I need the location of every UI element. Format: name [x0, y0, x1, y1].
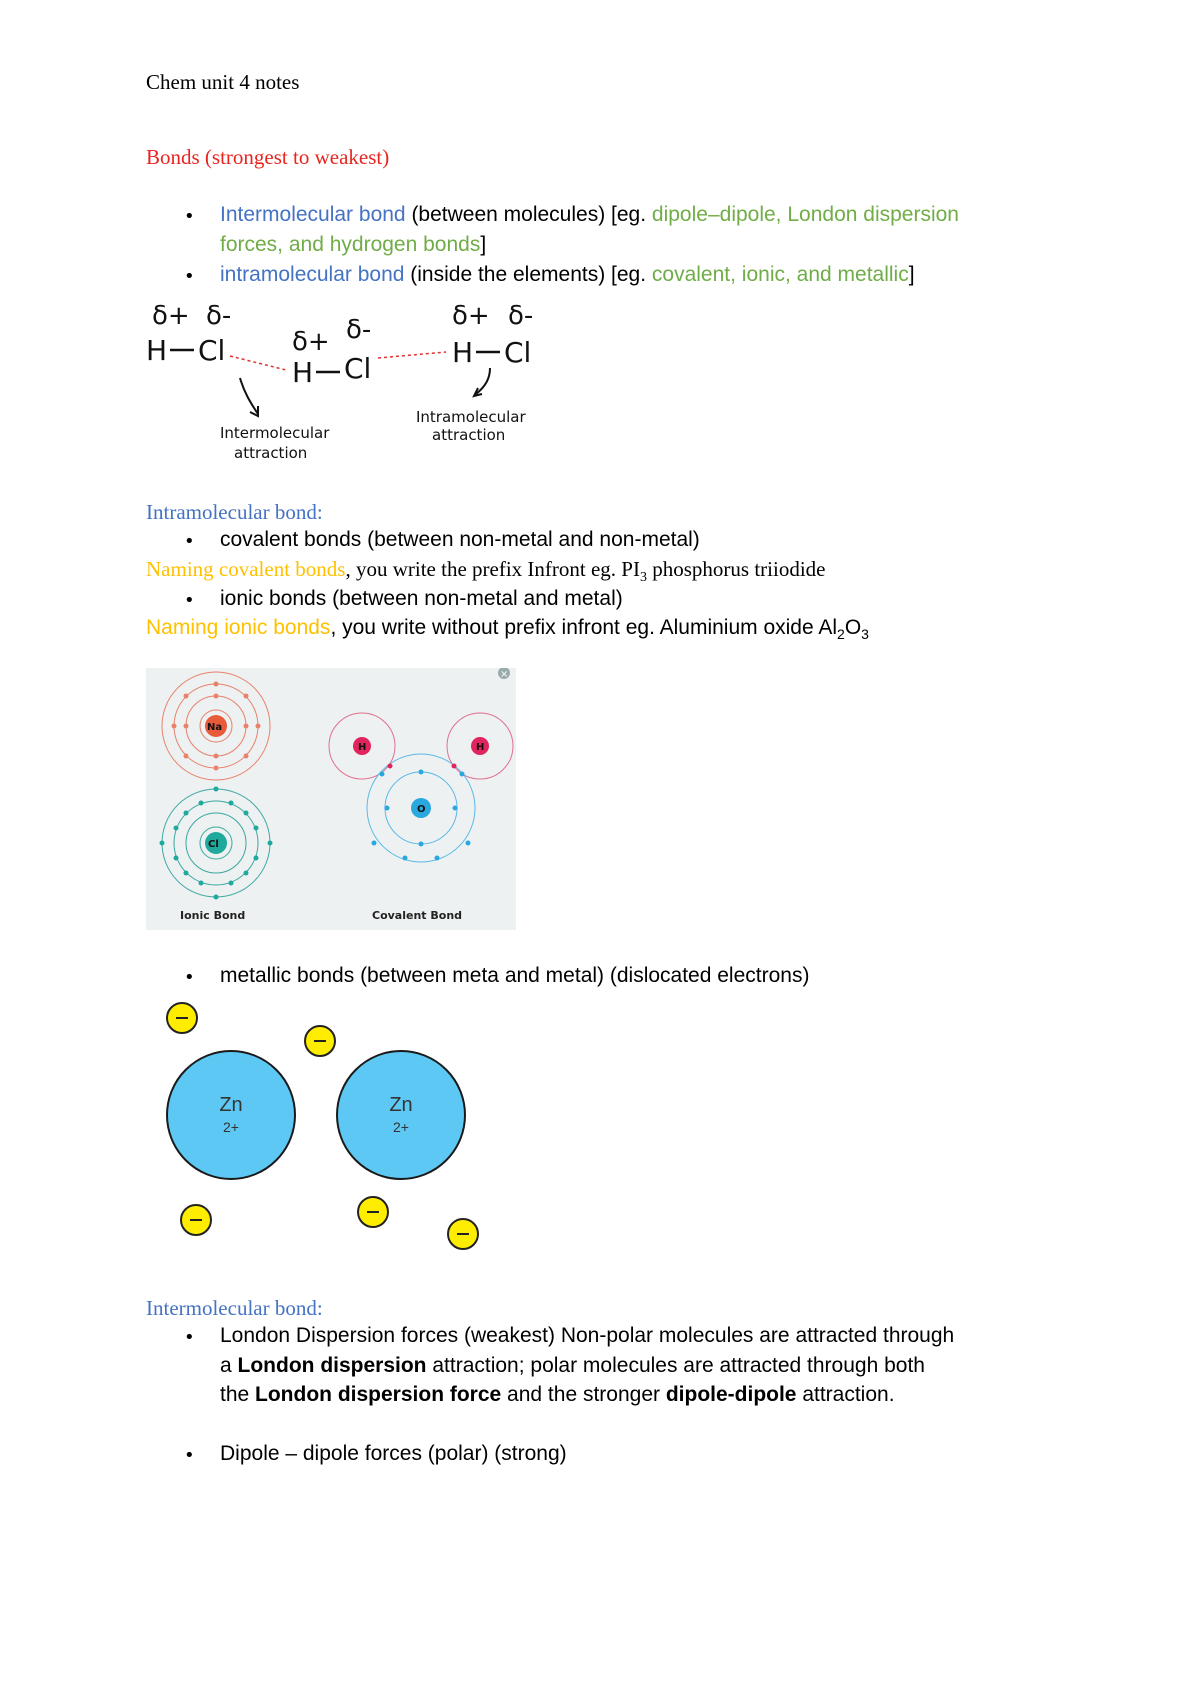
bullet-dot: • — [184, 531, 195, 552]
intramolecular-term: intramolecular bond — [220, 263, 405, 286]
ldf-text: and the stronger — [501, 1383, 666, 1406]
intramolecular-attraction-label: attraction — [432, 426, 506, 444]
electron-icon — [166, 1002, 198, 1034]
ldf-bold-term: London dispersion force — [255, 1383, 502, 1406]
dipole-bullet: Dipole – dipole forces (polar) (strong) — [220, 1442, 567, 1465]
bullet-dot: • — [184, 590, 195, 611]
delta-minus-label: δ- — [206, 301, 232, 331]
ionic-bond-label: Ionic Bond — [180, 909, 246, 922]
close-icon: × — [500, 669, 509, 680]
intermolecular-examples-cont: forces, and hydrogen bonds — [220, 233, 481, 256]
intermolecular-term: Intermolecular bond — [220, 203, 406, 226]
naming-covalent-text: , you write the prefix Infront eg. PI — [345, 557, 640, 581]
oxygen-atom-label: O — [417, 804, 426, 815]
ldf-line-3 — [220, 1383, 895, 1407]
bullet-dot: • — [184, 967, 195, 988]
ldf-text: attraction; polar molecules are attracted through both — [426, 1354, 925, 1377]
bullet-dot: • — [184, 206, 195, 227]
ionic-bullet: ionic bonds (between non-metal and metal) — [220, 587, 623, 610]
electron-icon — [180, 1204, 212, 1236]
chlorine-label: Cl — [344, 352, 372, 385]
hcl-dipole-figure — [140, 298, 560, 478]
delta-minus-label: δ- — [508, 301, 534, 331]
electron-icon — [304, 1025, 336, 1057]
hydrogen-label: H — [452, 336, 474, 369]
naming-ionic-text: , you write without prefix infront eg. Aluminium oxide Al — [330, 616, 838, 639]
chlorine-label: Cl — [198, 334, 226, 367]
bonds-heading: Bonds (strongest to weakest) — [146, 145, 390, 169]
bullet-dot: • — [184, 1445, 195, 1466]
bullet-dot: • — [184, 1327, 195, 1348]
chlorine-label: Cl — [504, 336, 532, 369]
delta-plus-label: δ+ — [292, 327, 330, 357]
delta-minus-label: δ- — [346, 315, 372, 345]
ldf-text: a — [220, 1354, 238, 1377]
oxygen-symbol: O — [844, 616, 862, 639]
ldf-bold-term: London dispersion — [237, 1354, 427, 1377]
dipole-bold-term: dipole-dipole — [665, 1383, 797, 1406]
hydrogen-atom-label: H — [358, 742, 367, 753]
intermolecular-bullet-cont — [220, 233, 486, 257]
zinc-charge: 2+ — [223, 1119, 239, 1135]
naming-covalent-label: Naming covalent bonds — [146, 557, 346, 581]
ldf-line-2 — [220, 1354, 925, 1378]
bracket-close: ] — [908, 263, 915, 286]
intermolecular-examples: dipole–dipole, London dispersion — [651, 203, 959, 226]
delta-plus-label: δ+ — [452, 301, 490, 331]
covalent-bond-label: Covalent Bond — [372, 909, 463, 922]
hydrogen-label: H — [292, 356, 314, 389]
zinc-symbol: Zn — [389, 1094, 413, 1116]
delta-plus-label: δ+ — [152, 301, 190, 331]
electron-icon — [357, 1196, 389, 1228]
subscript: 3 — [861, 626, 869, 643]
ldf-text: attraction. — [796, 1383, 895, 1406]
intermolecular-attraction-label: Intermolecular — [220, 424, 330, 442]
covalent-bullet: covalent bonds (between non-metal and non-metal) — [220, 528, 700, 551]
ldf-line-1: London Dispersion forces (weakest) Non-polar molecules are attracted through — [220, 1324, 955, 1347]
intramolecular-examples: covalent, ionic, and metallic — [651, 263, 909, 286]
chlorine-atom-label: Cl — [208, 839, 219, 850]
sodium-label: Na — [207, 722, 223, 733]
hydrogen-atom-label: H — [476, 742, 485, 753]
page-title: Chem unit 4 notes — [146, 70, 300, 94]
electron-icon — [447, 1218, 479, 1250]
zinc-ion — [166, 1050, 296, 1180]
naming-ionic-label: Naming ionic bonds — [146, 616, 331, 639]
intermolecular-heading: Intermolecular bond: — [146, 1296, 323, 1320]
bracket-close: ] — [480, 233, 487, 256]
bullet-dot: • — [184, 266, 195, 287]
intramolecular-heading: Intramolecular bond: — [146, 500, 323, 524]
intramolecular-bullet — [220, 263, 915, 287]
naming-covalent-tail: phosphorus triiodide — [646, 557, 826, 581]
subscript: 2 — [837, 626, 845, 643]
naming-ionic-line — [146, 616, 869, 642]
subscript: 3 — [639, 570, 647, 586]
zinc-charge: 2+ — [393, 1119, 409, 1135]
naming-covalent-line — [146, 557, 825, 586]
zinc-symbol: Zn — [219, 1094, 243, 1116]
hydrogen-label: H — [146, 334, 168, 367]
intermolecular-desc: (between molecules) [eg. — [405, 203, 652, 226]
ldf-text: the — [220, 1383, 256, 1406]
intermolecular-bullet — [220, 203, 959, 227]
intramolecular-desc: (inside the elements) [eg. — [404, 263, 652, 286]
intermolecular-attraction-label: attraction — [234, 444, 308, 462]
zinc-ion — [336, 1050, 466, 1180]
metallic-bullet: metallic bonds (between meta and metal) (dislocated electrons) — [220, 964, 810, 987]
intramolecular-attraction-label: Intramolecular — [416, 408, 526, 426]
ionic-covalent-figure — [146, 668, 516, 930]
